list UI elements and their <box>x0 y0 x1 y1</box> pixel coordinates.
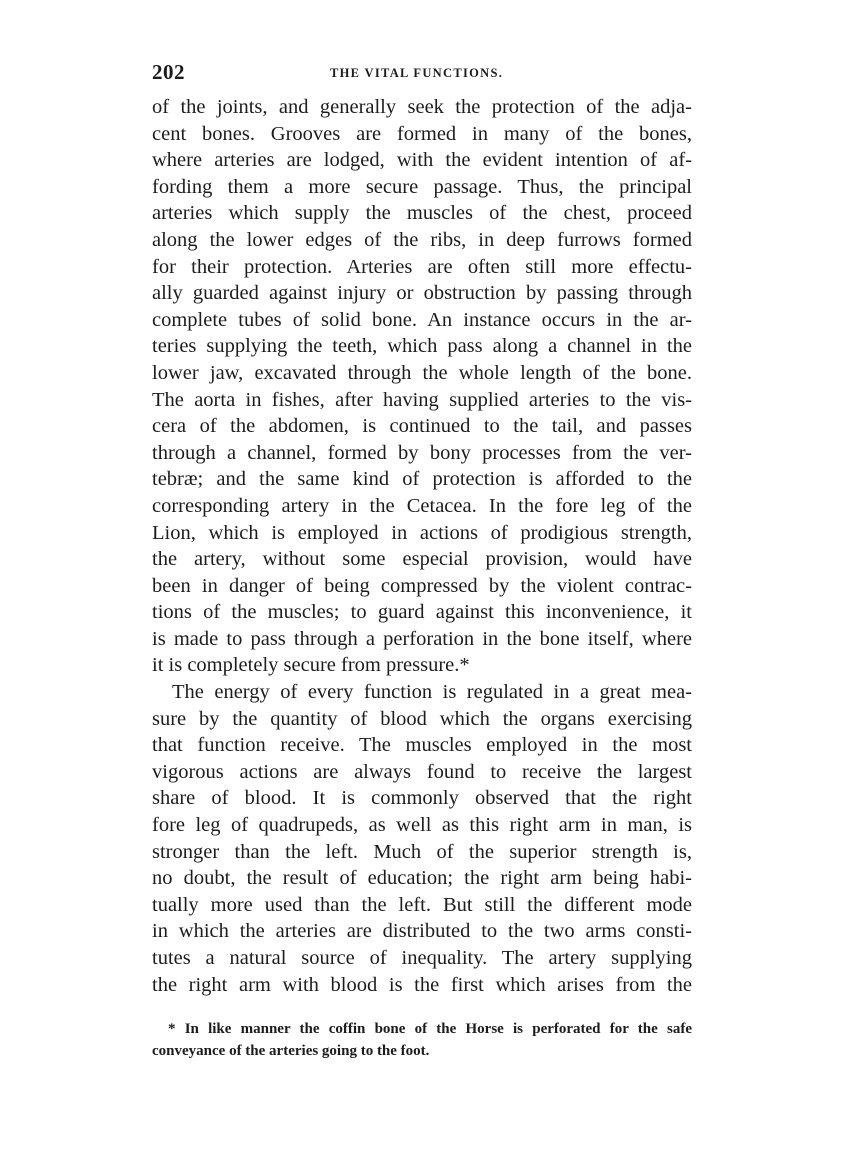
text-line: it is completely secure from pressure.* <box>152 654 470 677</box>
paragraph <box>152 679 692 998</box>
paragraph <box>152 94 692 679</box>
page-number: 202 <box>152 60 185 84</box>
text-line: complete tubes of solid bone. An instance occurs in the ar- <box>152 308 692 331</box>
text-line: arteries which supply the muscles of the chest, proceed <box>152 202 692 225</box>
text-line: cera of the abdomen, is continued to the tail, and passes <box>152 415 692 438</box>
text-line: along the lower edges of the ribs, in deep furrows formed <box>152 228 692 251</box>
text-line: The energy of every function is regulated in a great mea- <box>172 681 692 704</box>
text-line: tutes a natural source of inequality. The artery supplying <box>152 947 692 969</box>
text-line: tions of the muscles; to guard against this inconvenience, it <box>152 601 692 624</box>
page-header <box>152 60 692 88</box>
footnote-line: * In like manner the coffin bone of the Horse is perforated for the safe <box>168 1021 692 1037</box>
text-line: that function receive. The muscles employed in the most <box>152 734 692 757</box>
text-line: lower jaw, excavated through the whole length of the bone. <box>152 361 692 384</box>
text-line: teries supplying the teeth, which pass along a channel in the <box>152 335 692 358</box>
text-line: ally guarded against injury or obstruction by passing through <box>152 282 692 305</box>
footnote-line: conveyance of the arteries going to the foot. <box>152 1043 430 1059</box>
text-line: the right arm with blood is the first which arises from the <box>152 973 692 996</box>
text-line: in which the arteries are distributed to the two arms consti- <box>152 920 692 943</box>
text-line: share of blood. It is commonly observed that the right <box>152 787 692 810</box>
text-line: cent bones. Grooves are formed in many of the bones, <box>152 122 692 145</box>
text-line: stronger than the left. Much of the superior strength is, <box>152 840 692 863</box>
text-line: tebræ; and the same kind of protection is afforded to the <box>152 468 692 491</box>
text-line: where arteries are lodged, with the evident intention of af- <box>152 149 692 172</box>
text-line: is made to pass through a perforation in the bone itself, where <box>152 627 692 650</box>
text-line: The aorta in fishes, after having supplied arteries to the vis- <box>152 388 692 411</box>
text-line: corresponding artery in the Cetacea. In the fore leg of the <box>152 494 692 517</box>
text-line: the artery, without some especial provision, would have <box>152 548 692 571</box>
footnote <box>152 1018 692 1062</box>
body-text <box>152 94 692 998</box>
text-line: tually more used than the left. But still the different mode <box>152 893 692 916</box>
text-line: no doubt, the result of education; the right arm being habi- <box>152 867 692 890</box>
text-line: of the joints, and generally seek the protection of the adja- <box>152 96 692 118</box>
text-line: been in danger of being compressed by the violent contrac- <box>152 574 692 597</box>
text-line: sure by the quantity of blood which the organs exercising <box>152 707 692 730</box>
text-line: through a channel, formed by bony processes from the ver- <box>152 441 692 464</box>
text-line: for their protection. Arteries are often still more effectu- <box>152 255 692 278</box>
text-line: fore leg of quadrupeds, as well as this right arm in man, is <box>152 814 692 837</box>
running-head: THE VITAL FUNCTIONS. <box>330 66 504 80</box>
text-line: vigorous actions are always found to receive the largest <box>152 760 692 783</box>
text-line: fording them a more secure passage. Thus, the principal <box>152 175 692 198</box>
text-line: Lion, which is employed in actions of prodigious strength, <box>152 521 692 544</box>
